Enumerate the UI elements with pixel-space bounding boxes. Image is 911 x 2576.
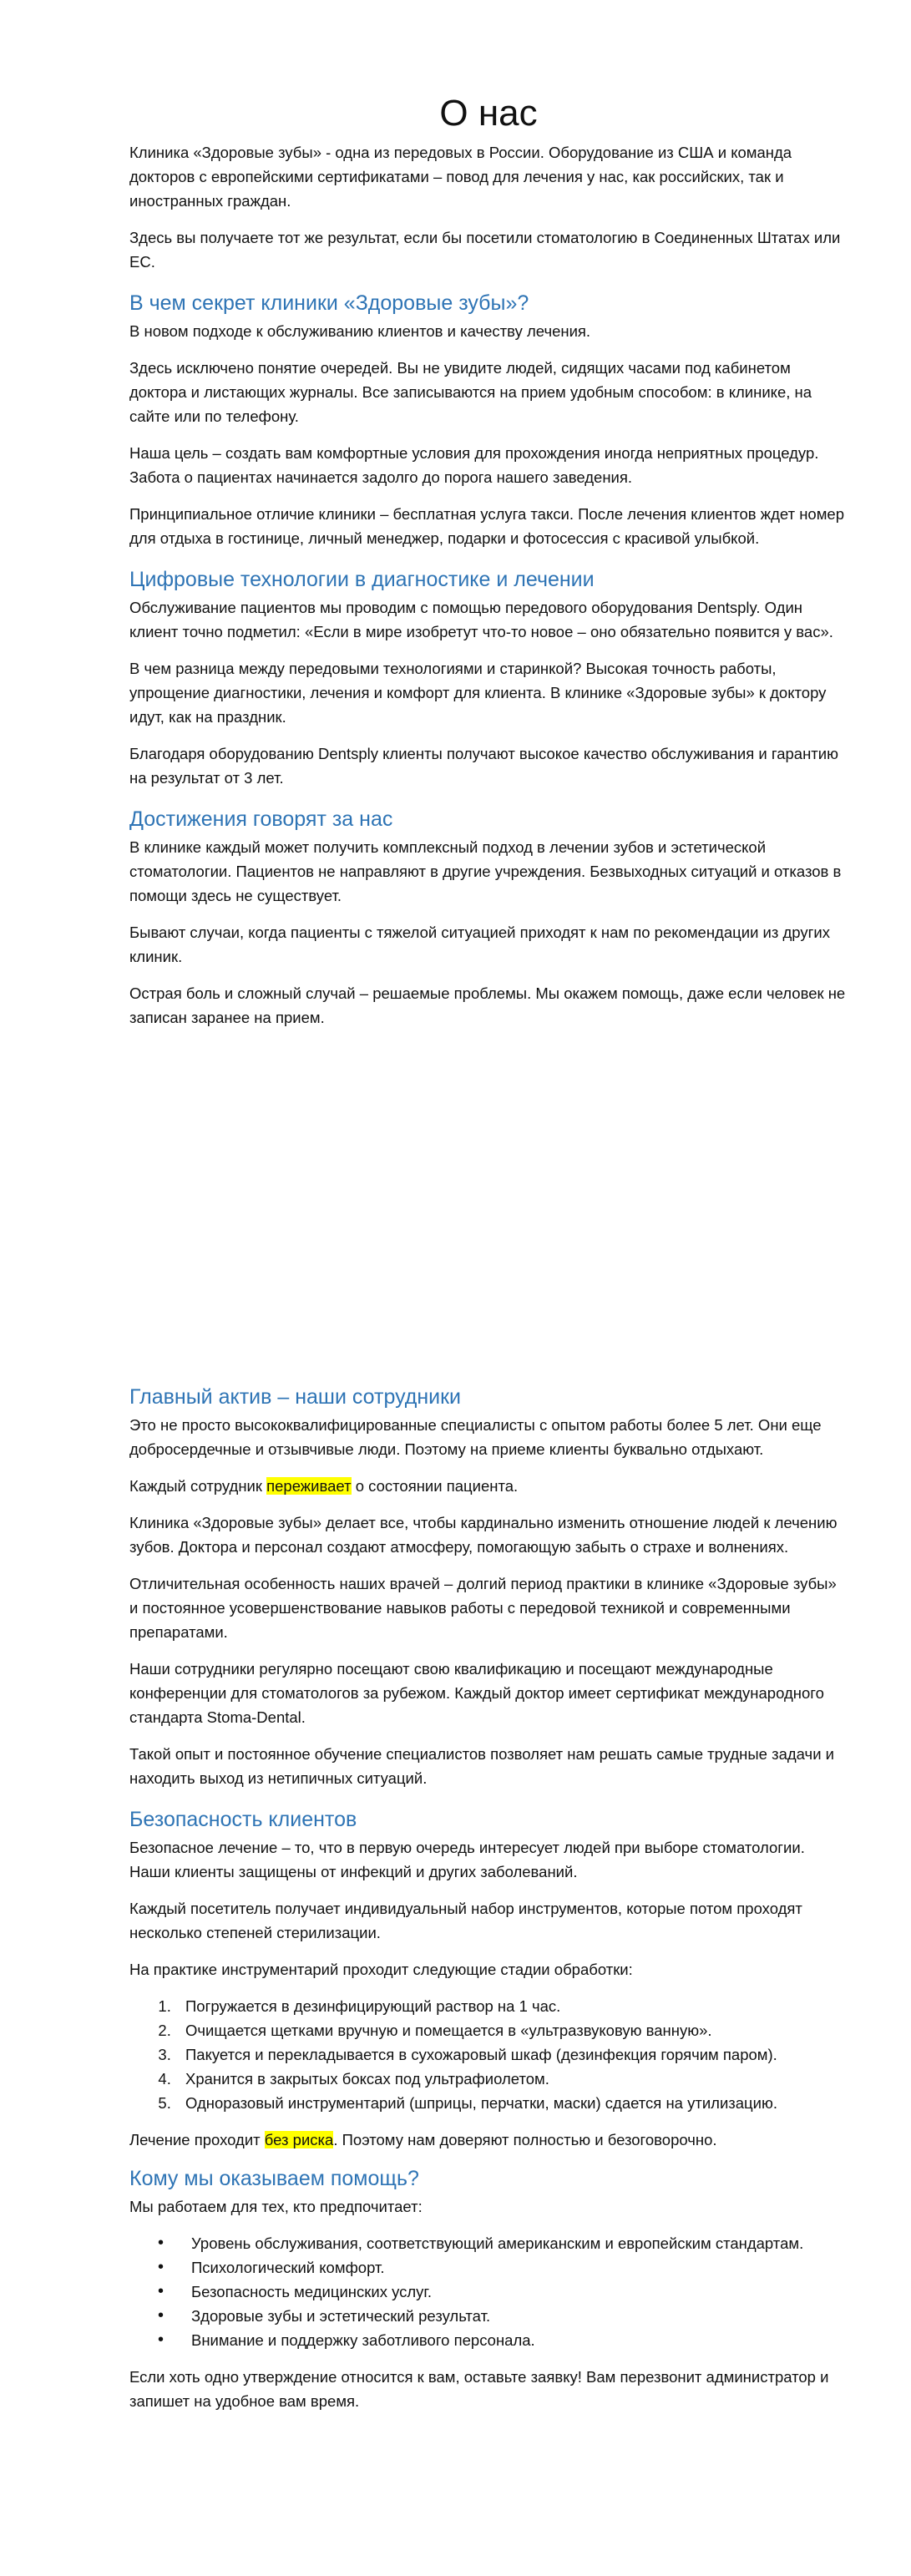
sterilization-steps-list xyxy=(129,1994,848,2115)
highlighted-text: без риска xyxy=(264,2131,334,2148)
content-bottom xyxy=(129,1383,848,2426)
bullet-icon: • xyxy=(158,2234,164,2252)
section-paragraph: Это не просто высококвалифицированные специалисты с опытом работы более 5 лет. Они еще добросердечные и отзывчивые люди. Поэтому на приеме клиенты буквально отдыхают. xyxy=(129,1416,822,1458)
list-item xyxy=(158,2231,848,2255)
list-item xyxy=(158,2328,848,2352)
list-item-text: Безопасность медицинских услуг. xyxy=(191,2283,433,2300)
bullet-icon: • xyxy=(158,2306,164,2325)
list-item-text: Здоровые зубы и эстетический результат. xyxy=(191,2307,491,2325)
section-paragraph: Отличительная особенность наших врачей – долгий период практики в клинике «Здоровые зубы» и постоянное усовершенствование навыков работы с передовой техникой и современными препаратами. xyxy=(129,1575,837,1641)
section-paragraph: Безопасное лечение – то, что в первую очередь интересует людей при выборе стоматологии. Наши клиенты защищены от инфекций и других заболеваний. xyxy=(129,1839,805,1880)
section-paragraph xyxy=(129,2128,848,2152)
section-paragraph: Наши сотрудники регулярно посещают свою квалификацию и посещают международные конференции для стоматологов за рубежом. Каждый доктор имеет сертификат международного стандарта Stoma-Dental. xyxy=(129,1660,824,1726)
section-heading-digital: Цифровые технологии в диагностике и лечении xyxy=(129,568,595,591)
audience-list xyxy=(129,2231,848,2352)
page-title: О нас xyxy=(439,93,538,134)
list-item xyxy=(158,2280,848,2304)
list-item: 4. Хранится в закрытых боксах под ультрафиолетом. xyxy=(175,2067,848,2091)
section-paragraph: Обслуживание пациентов мы проводим с помощью передового оборудования Dentsply. Один клиент точно подметил: «Если в мире изобретут что-то новое – оно обязательно появится у вас». xyxy=(129,599,833,640)
text-run: Каждый сотрудник xyxy=(129,1477,267,1495)
list-item: 5. Одноразовый инструментарий (шприцы, перчатки, маски) сдается на утилизацию. xyxy=(175,2091,848,2115)
section-paragraph: Принципиальное отличие клиники – бесплатная услуга такси. После лечения клиентов ждет номер для отдыха в гостинице, личный менеджер, подарки и фотосессия с красивой улыбкой. xyxy=(129,505,844,547)
bullet-icon: • xyxy=(158,2282,164,2300)
intro-paragraph: Клиника «Здоровые зубы» - одна из передовых в России. Оборудование из США и команда докторов с европейскими сертификатами – повод для лечения у нас, как российских, так и иностранных граждан. xyxy=(129,144,792,210)
section-paragraph: Бывают случаи, когда пациенты с тяжелой ситуацией приходят к нам по рекомендации из других клиник. xyxy=(129,924,830,965)
list-item-text: Уровень обслуживания, соответствующий американским и европейским стандартам. xyxy=(191,2234,804,2252)
section-heading-secret: В чем секрет клиники «Здоровые зубы»? xyxy=(129,291,529,315)
section-paragraph: Наша цель – создать вам комфортные условия для прохождения иногда неприятных процедур. Забота о пациентах начинается задолго до порога нашего заведения. xyxy=(129,444,819,486)
section-paragraph: Если хоть одно утверждение относится к вам, оставьте заявку! Вам перезвонит администратор и запишет на удобное вам время. xyxy=(129,2368,829,2410)
list-item xyxy=(158,2304,848,2328)
section-paragraph xyxy=(129,1474,848,1498)
bullet-icon: • xyxy=(158,2258,164,2276)
section-paragraph: В клинике каждый может получить комплексный подход в лечении зубов и эстетической стоматологии. Пациентов не направляют в другие учреждения. Безвыходных ситуаций и отказов в помощи здесь не существует. xyxy=(129,838,842,904)
section-paragraph: Такой опыт и постоянное обучение специалистов позволяет нам решать самые трудные задачи и находить выход из нетипичных ситуаций. xyxy=(129,1745,835,1787)
section-paragraph: В новом подходе к обслуживанию клиентов и качеству лечения. xyxy=(129,322,591,340)
list-item: 3. Пакуется и перекладывается в сухожаровый шкаф (дезинфекция горячим паром). xyxy=(175,2042,848,2067)
list-item-text: Внимание и поддержку заботливого персонала. xyxy=(191,2331,535,2349)
section-heading-audience: Кому мы оказываем помощь? xyxy=(129,2167,419,2190)
content-top xyxy=(129,140,848,1042)
section-paragraph: Острая боль и сложный случай – решаемые проблемы. Мы окажем помощь, даже если человек не записан заранее на прием. xyxy=(129,984,846,1026)
section-heading-staff: Главный актив – наши сотрудники xyxy=(129,1385,462,1409)
section-paragraph: Здесь исключено понятие очередей. Вы не увидите людей, сидящих часами под кабинетом доктора и листающих журналы. Все записываются на прием удобным способом: в клинике, на сайте или по телефону. xyxy=(129,359,812,425)
highlighted-text: переживает xyxy=(266,1477,352,1495)
section-heading-safety: Безопасность клиентов xyxy=(129,1808,357,1831)
text-run: Лечение проходит xyxy=(129,2131,265,2148)
text-run: . Поэтому нам доверяют полностью и безоговорочно. xyxy=(333,2131,717,2148)
list-item: 2. Очищается щетками вручную и помещается в «ультразвуковую ванную». xyxy=(175,2018,848,2042)
section-paragraph: Каждый посетитель получает индивидуальный набор инструментов, которые потом проходят несколько степеней стерилизации. xyxy=(129,1900,802,1941)
section-paragraph: На практике инструментарий проходит следующие стадии обработки: xyxy=(129,1961,633,1978)
section-paragraph: Мы работаем для тех, кто предпочитает: xyxy=(129,2198,423,2215)
bullet-icon: • xyxy=(158,2331,164,2349)
intro-paragraph: Здесь вы получаете тот же результат, если бы посетили стоматологию в Соединенных Штатах или ЕС. xyxy=(129,229,841,271)
list-item-text: Психологический комфорт. xyxy=(191,2259,385,2276)
section-paragraph: Благодаря оборудованию Dentsply клиенты получают высокое качество обслуживания и гарантию на результат от 3 лет. xyxy=(129,745,838,787)
text-run: о состоянии пациента. xyxy=(351,1477,519,1495)
section-paragraph: Клиника «Здоровые зубы» делает все, чтобы кардинально изменить отношение людей к лечению зубов. Доктора и персонал создают атмосферу, помогающую забыть о страхе и волнениях. xyxy=(129,1514,838,1556)
section-heading-achievements: Достижения говорят за нас xyxy=(129,807,393,831)
list-item: 1. Погружается в дезинфицирующий раствор на 1 час. xyxy=(175,1994,848,2018)
list-item xyxy=(158,2255,848,2280)
section-paragraph: В чем разница между передовыми технологиями и старинкой? Высокая точность работы, упрощение диагностики, лечения и комфорт для клиента. В клинике «Здоровые зубы» к доктору идут, как на праздник. xyxy=(129,660,827,726)
